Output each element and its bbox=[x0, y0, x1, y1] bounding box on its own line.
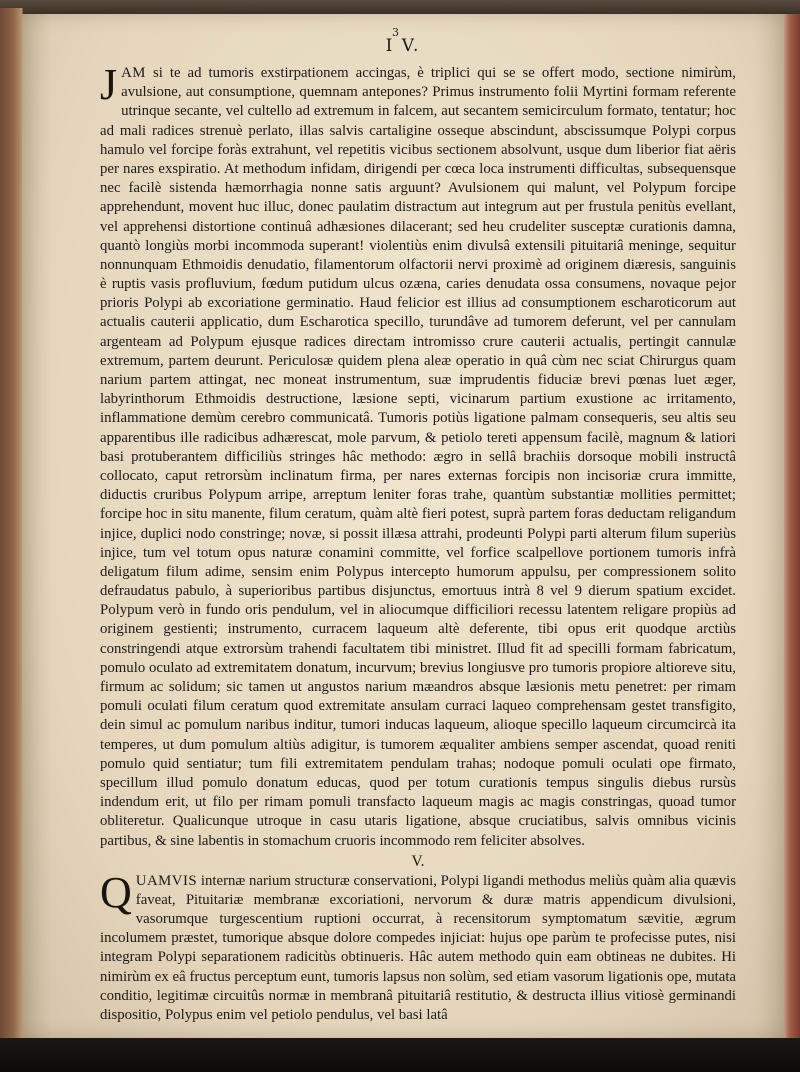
lead-word-iv: AM bbox=[121, 65, 146, 81]
page bbox=[22, 14, 784, 1038]
paragraph-section-iv bbox=[100, 60, 736, 851]
lead-word-v: UAMVIS bbox=[135, 872, 198, 889]
section-heading-iv: I V. bbox=[385, 36, 421, 56]
signature-mark: 3 bbox=[392, 26, 399, 39]
paragraph-text-v: internæ narium structuræ conservationi, Polypi ligandi methodus meliùs quàm alia quævis faveat, Pituitariæ membranæ excoriationi, nervorum & duræ matris appendicum divulsioni, vasorumque turgescentium ruptioni occurrat, à recensitorum symptomatum sævitie, ægrum incolumem præstet, tumorique absque dolore compedes injiciat: hujus ope parùm te profecisse putes, nisi integram Polypi separationem radicitùs obtinueris. Hâc autem methodo quin eam obtineas ne dubites. Hi nimirùm ex eâ fructus perceptum eunt, tumoris lapsus non solùm, sed etiam vasorum ligationis ope, mutata conditio, legitimæ circuitûs normæ in membranâ pituitariâ restitutio, & destructa illius vitiosè germinandi dispositio, Polypus enim vel petiolo pendulus, vel basi latâ bbox=[100, 872, 736, 1023]
paragraph-text-iv: si te ad tumoris exstirpationem accingas, è triplici qui se se offert modo, sectione nimirùm, avulsione, aut consumptione, quemnam antepones? Primus instrumento folii Myrtini formam referente utrinque secante, vel cultello ad extremum in falcem, aut secantem semicirculum formato, tentatur; hoc ad mali radices strenuè perlato, illas salvis cartaligine osseque abscindunt, abscissumque Polypi corpus hamulo vel forcipe foràs extrahunt, vel repetitis vicibus sectionem absolvunt, usque dum liberior fiat aëris per nares exspiratio. At methodum infidam, dirigendi per cœca loca instrumenti difficultas, subsequensque nec facilè sistenda hæmorrhagia nonne satis arguunt? Avulsionem qui malunt, vel Polypum forcipe apprehendunt, movent huc illuc, donec paulatim distractum aut integrum aut per frustula penitùs evellant, vel apprehensi distortione continuâ adhæsiones dilacerant; sed heu crudeliter susceptæ curationis damna, quantò longiùs morbi incommoda superant! violentiùs enim divulsâ extensili pituitariâ meninge, sequitur nonnunquam Ethmoidis denudatio, filamentorum olfactorii nervi proximè ad originem diæresis, sanguinis è ruptis vasis profluvium, fœdum putidum ulcus ozæna, caries denudata ossa consumens, novaque pejor prioris Polypi ab excoriatione germinatio. Haud felicior est illius ad consumptionem escharoticorum aut actualis cauterii applicatio, dum Escharotica specillo, turundâve ad tumorem deferunt, vel per cannulam argenteam ad Polypum ejusque radices directam intromisso crure cauterii actualis, pertingit cannulæ extremum, partem deurunt. Periculosæ quidem plena aleæ operatio in quâ cùm nec sciat Chirurgus quam narium partem attingat, nec moneat instrumentum, suæ imprudentis fiduciæ brevi pœnas luet æger, labyrinthorum Ethmoidis destructione, læsione septi, vicinarum partium exustione ac irritamento, inflammatione demùm cerebro communicatâ. Tumoris potiùs ligatione palmam consequeris, seu altis seu apparentibus ille radicibus adhærescat, mole parvum, & petiolo tereti appensum facilè, magnum & latiori basi protuberantem difficiliùs stringes hâc methodo: ægro in sellâ brachiis dorsoque mobili instructâ collocato, caput retrorsùm inclinatum firma, per nares externas forcipis non incisoriæ crura immitte, diductis cruribus Polypum arripe, arreptum leniter foras trahe, quantùm substantiæ mollities permittet; forcipe hoc in situ manente, filum ceratum, quàm altè fieri potest, suprà partem foras deductam religandum injice, duplici nodo constringe; novæ, si possit illæsa attrahi, prodeunti Polypi parti alterum filum superiùs injice, tum vel totum opus naturæ conamini committe, vel forfice scalpellove portionem tumoris infrà deligatum filum adime, sensim enim Polypus intercepto humorum appulsu, per compressionem solito defraudatus pabulo, à superioribus partibus disjunctus, emortuus intrà 8 vel 9 dierum spatium excidet. Polypum verò in fundo oris pendulum, vel in aliocumque difficiliori recessu latentem religare propiùs ad originem gestienti; instrumento, curracem laqueum altè deferente, tibi opus erit quodque arctiùs constringendi atque extrorsùm trahendi facultatem tibi ministret. Illud fit ad specilli formam fabricatum, pomulo oculato ad extremitatem donatum, incurvum; brevius longiusve pro tumoris propiore altioreve situ, firmum ac solidum; sic tamen ut angustos narium mæandros absque læsionis metu penetret: per rimam pomuli oculati filum ceratum quod extremitate ansulam curraci laqueo comprehensam gestet transfigito, dein simul ac pomulum naribus inditur, tumori inducas laqueum, alioque specillo laqueum circumcircà ita temperes, ut dum pomulum altiùs adigitur, is tumorem æqualiter ambiens semper ascendat, quoad reniti pomulo quid sentiatur; tum fili extremitatem pendulam trahas; nodoque pomuli oculati ope firmato, specillum illud pomulo donatum educas, quod per totum curationis tempus singulis diebus rursùs indendum erit, ut filo per rimam pomuli transfacto laqueum magis ac magis constringas, quoad tumor obliteretur. Qualicunque utroque in casu utaris ligatione, absque cruciatibus, salvis omnibus vicinis partibus, & sine labentis in stomachum cruoris incommodo rem feliciter absolves. bbox=[100, 65, 736, 849]
dropcap-q: Q bbox=[100, 867, 132, 917]
body-text bbox=[100, 60, 736, 1025]
book-fore-edge-right bbox=[782, 14, 800, 1054]
section-heading-v: V. bbox=[411, 852, 425, 870]
paragraph-section-v bbox=[100, 867, 736, 1026]
book-top-edge bbox=[0, 0, 800, 14]
dropcap-j: J bbox=[100, 60, 118, 109]
book-binding-left bbox=[0, 8, 23, 1038]
book-bottom-edge bbox=[0, 1038, 800, 1072]
